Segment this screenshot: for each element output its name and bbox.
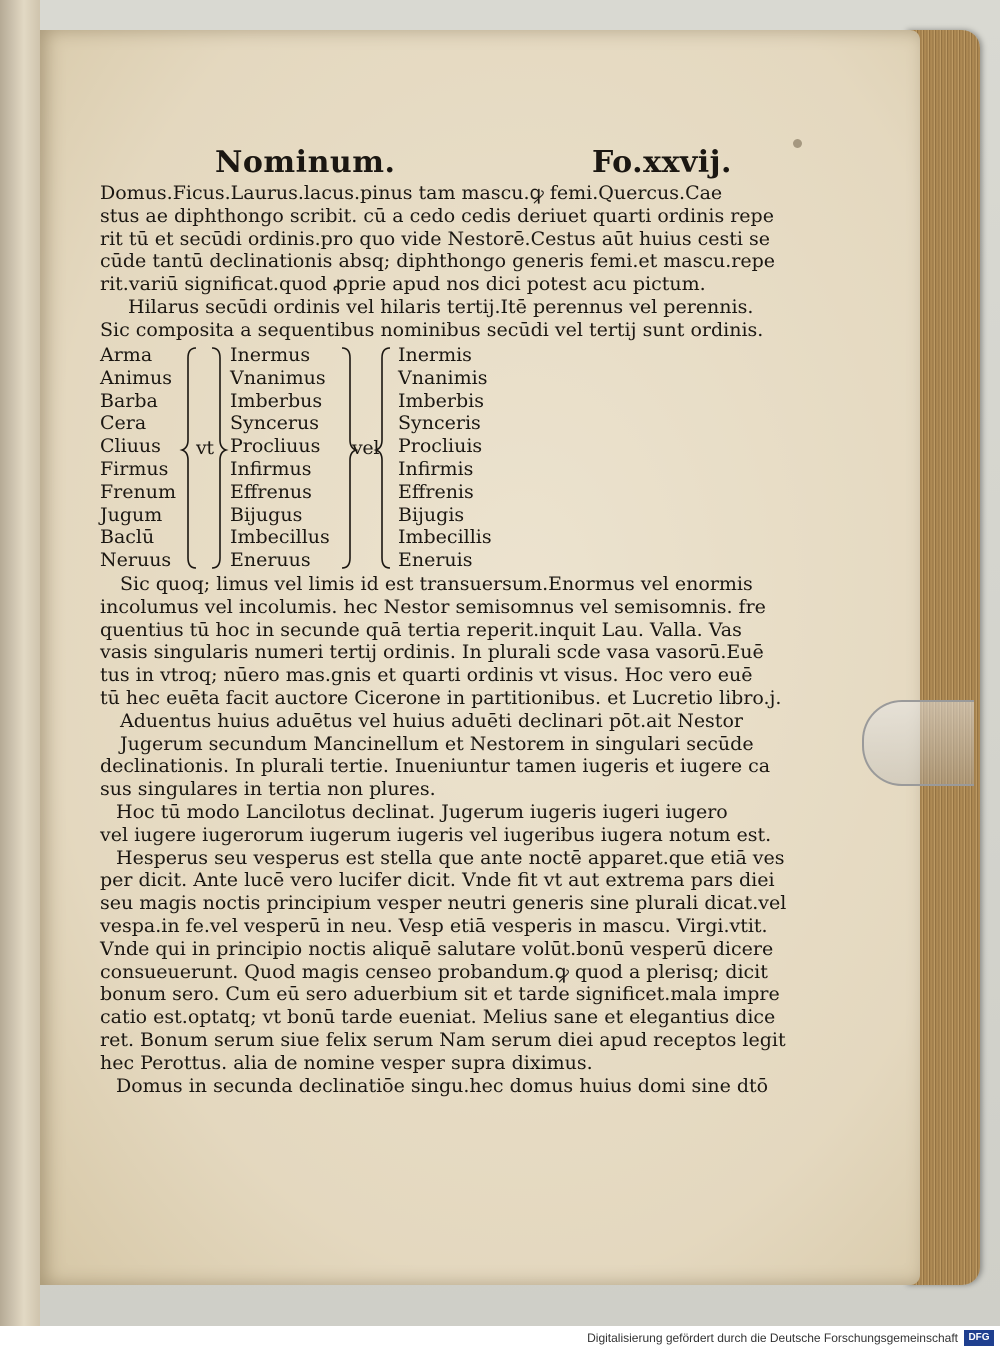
list-item: Arma <box>100 344 153 366</box>
running-title: Nominum. <box>215 145 396 180</box>
list-item: Synceris <box>398 412 481 435</box>
text-line: bonum sero. Cum eū sero aduerbium sit et tarde significet.mala impre <box>100 983 780 1006</box>
list-column-simplex <box>100 344 176 572</box>
connector-vt: vt <box>196 437 214 459</box>
list-item: Infirmis <box>398 457 474 480</box>
text-line: Sic quoq; limus vel limis id est transuersum.Enormus vel enormis <box>120 573 753 595</box>
text-line: ret. Bonum serum siue felix serum Nam serum diei apud receptos legit <box>100 1028 786 1051</box>
text-line: vasis singularis numeri tertij ordinis. In plurali scde vasa vasorū.Euē <box>100 641 764 664</box>
list-item: Imbecillis <box>398 526 492 549</box>
list-item: Vnanimis <box>398 366 488 389</box>
page-wormhole <box>793 139 802 148</box>
list-item: Firmus <box>100 457 169 480</box>
connector-vel: vel <box>352 437 380 459</box>
text-line: catio est.optatq; vt bonū tarde eueniat. Melius sane et elegantius dice <box>100 1006 776 1029</box>
list-item: Frenum <box>100 480 176 503</box>
text-line: tū hec euēta facit auctore Cicerone in partitionibus. et Lucretio libro.j. <box>100 686 782 709</box>
left-bracket <box>176 344 236 574</box>
paragraph-2 <box>100 573 786 1097</box>
list-item: Inermis <box>398 344 472 366</box>
list-item: Syncerus <box>230 412 319 435</box>
list-item: Cliuus <box>100 435 161 458</box>
text-line: rit.variū significat.quod ꝓprie apud nos dici potest acu pictum. <box>100 273 706 296</box>
text-line: Hilarus secūdi ordinis vel hilaris tertij.Itē perennus vel perennis. <box>128 295 754 318</box>
text-line: vespa.in fe.vel vesperū in neu. Vesp etiā vesperis in mascu. Virgi.vtit. <box>100 914 768 937</box>
list-item: Cera <box>100 412 147 435</box>
list-item: Inermus <box>230 344 311 366</box>
text-line: quentius tū hoc in secunde quā tertia reperit.inquit Lau. Valla. Vas <box>100 618 742 641</box>
list-item: Procliuis <box>398 435 483 458</box>
list-item: Infirmus <box>230 457 312 480</box>
right-bracket <box>338 344 398 574</box>
list-item: Eneruus <box>230 549 311 572</box>
dfg-logo-icon: DFG <box>964 1330 994 1346</box>
text-line: per dicit. Ante lucē vero lucifer dicit. Vnde fit vt aut extrema pars diei <box>100 869 775 892</box>
list-item: Procliuus <box>230 435 321 458</box>
text-line: stus ae diphthongo scribit. cū a cedo cedis deriuet quarti ordinis repe <box>100 204 774 227</box>
text-line: Domus.Ficus.Laurus.lacus.pinus tam mascu.ꝙ femi.Quercus.Cae <box>100 182 723 204</box>
list-column-second-declension <box>230 344 330 572</box>
text-line: sus singulares in tertia non plures. <box>100 778 436 801</box>
list-item: Bijugis <box>398 503 465 526</box>
list-item: Vnanimus <box>230 366 326 389</box>
text-line: Hesperus seu vesperus est stella que ante noctē apparet.que etiā ves <box>116 846 785 869</box>
text-line: cūde tantū declinationis absq; diphthongo generis femi.et mascu.repe <box>100 250 776 273</box>
text-line: consueuerunt. Quod magis censeo probandum.ꝙ quod a plerisq; dicit <box>100 960 768 983</box>
text-line: Domus in secunda declinatiōe singu.hec domus huius domi sine dtō <box>116 1074 769 1097</box>
list-item: Effrenis <box>398 480 474 503</box>
list-item: Animus <box>100 366 173 389</box>
footer-bar <box>0 1326 1000 1351</box>
text-line: Sic composita a sequentibus nominibus secūdi vel tertij sunt ordinis. <box>100 318 764 341</box>
facing-page-edge <box>0 0 40 1326</box>
page-clip <box>862 700 974 786</box>
text-line: hec Perottus. alia de nomine vesper supra diximus. <box>100 1051 593 1074</box>
text-line: Vnde qui in principio noctis aliquē salutare volūt.bonū vesperū dicere <box>100 937 774 960</box>
text-line: vel iugere iugerorum iugerum iugeris vel iugeribus iugera notum est. <box>100 823 772 846</box>
list-item: Imberbus <box>230 389 323 412</box>
text-line: Jugerum secundum Mancinellum et Nestorem in singulari secūde <box>120 732 754 755</box>
list-column-third-declension <box>398 344 492 572</box>
list-item: Bijugus <box>230 503 303 526</box>
text-line: incolumus vel incolumis. hec Nestor semisomnus vel semisomnis. fre <box>100 595 766 618</box>
list-item: Imberbis <box>398 389 485 412</box>
text-line: rit tū et secūdi ordinis.pro quo vide Nestorē.Cestus aūt huius cesti se <box>100 227 770 250</box>
list-item: Jugum <box>100 503 163 526</box>
paragraph-1 <box>100 182 775 342</box>
text-line: tus in vtroq; nūero mas.gnis et quarti ordinis vt visus. Hoc vero euē <box>100 664 753 687</box>
list-item: Imbecillus <box>230 526 330 549</box>
text-line: Aduentus huius aduētus vel huius aduēti declinari pōt.ait Nestor <box>120 709 743 732</box>
list-item: Eneruis <box>398 549 473 572</box>
funding-credit: Digitalisierung gefördert durch die Deutsche Forschungsgemeinschaft <box>587 1331 958 1345</box>
list-item: Effrenus <box>230 480 312 503</box>
folio-number: Fo.xxvij. <box>592 145 732 180</box>
text-line: declinationis. In plurali tertie. Inueniuntur tamen iugeris et iugere ca <box>100 755 771 778</box>
list-item: Baclū <box>100 526 155 549</box>
list-item: Neruus <box>100 549 172 572</box>
text-line: Hoc tū modo Lancilotus declinat. Jugerum iugeris iugeri iugero <box>116 800 728 823</box>
list-item: Barba <box>100 389 158 412</box>
text-line: seu magis noctis principium vesper neutri generis sine plurali dicat.vel <box>100 892 787 915</box>
